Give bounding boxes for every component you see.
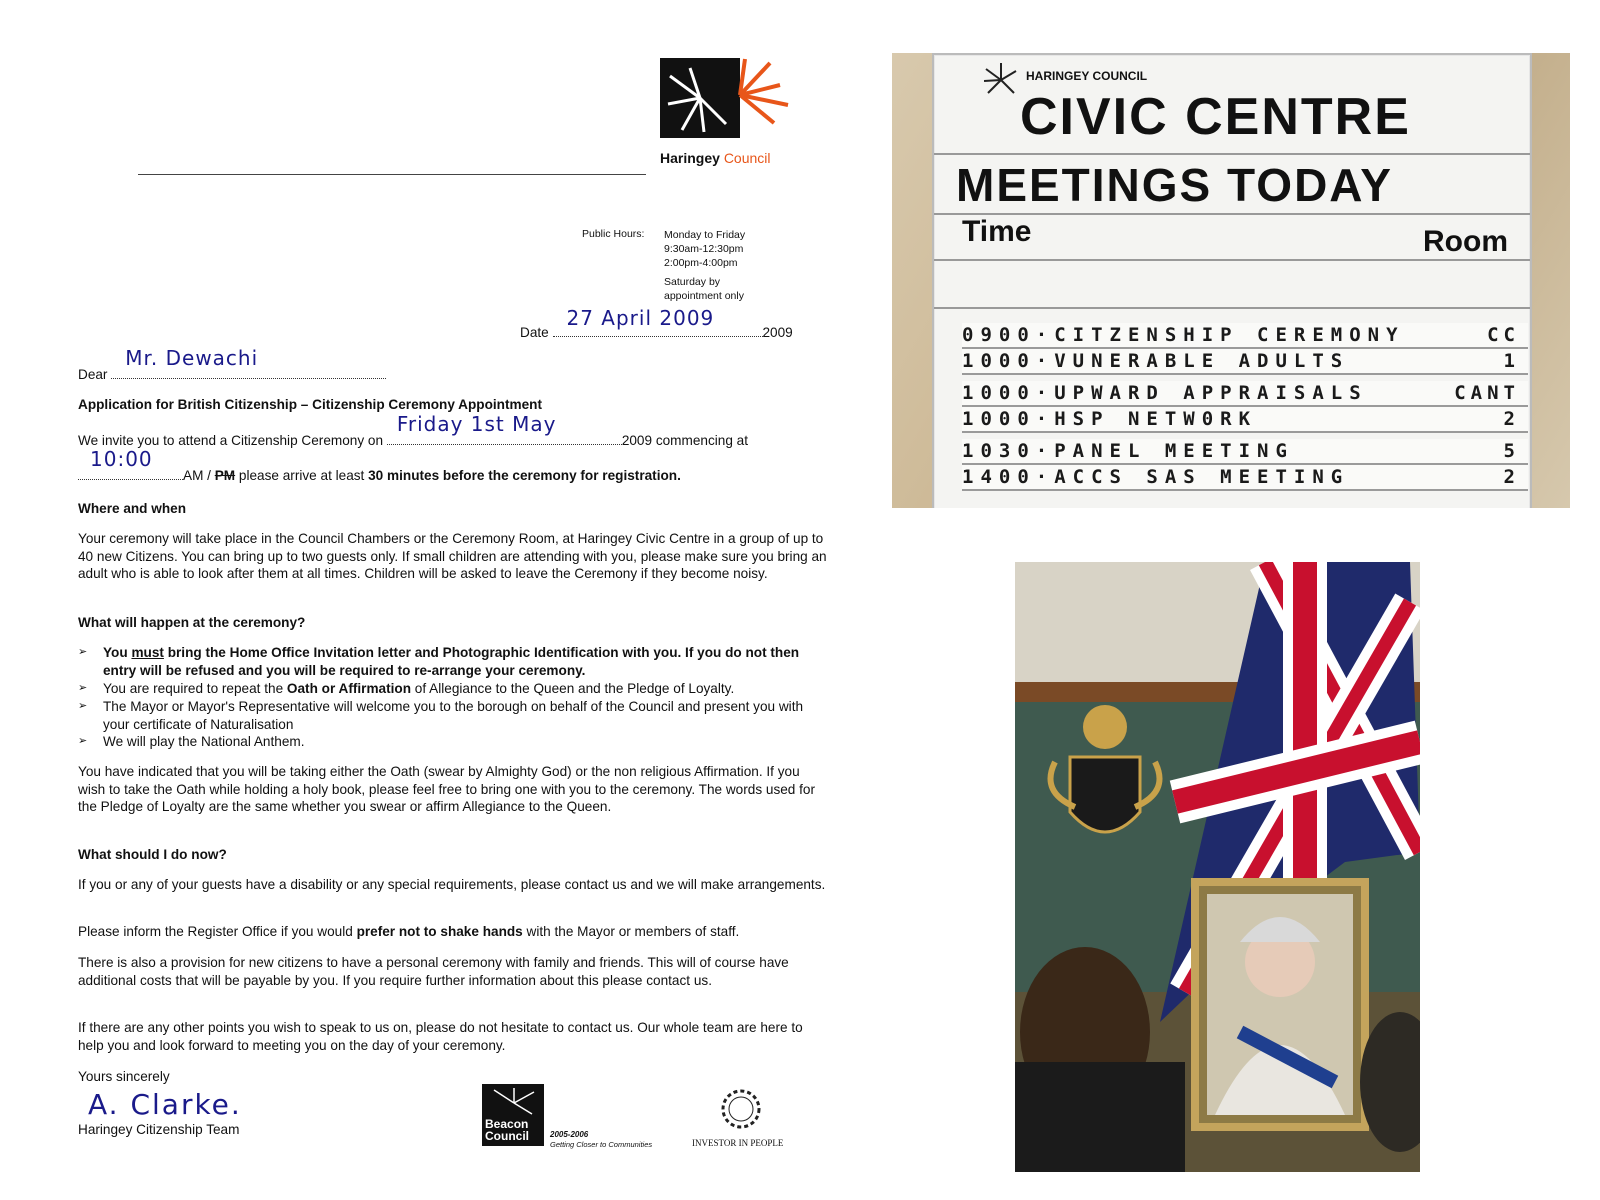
date-field [553, 306, 763, 337]
sign-council: HARINGEY COUNCIL [1026, 69, 1148, 83]
arrow-bullet-icon: ➢ [78, 646, 88, 658]
meeting-row [962, 323, 1528, 349]
time-line [78, 447, 681, 485]
meeting-text: 1000·VUNERABLE ADULTS [962, 350, 1350, 372]
closing: Yours sincerely [78, 1069, 170, 1084]
bullet2-bold: Oath or Affirmation [286, 681, 412, 696]
hours-line: 2:00pm-4:00pm [664, 257, 738, 269]
date-label: Date [520, 325, 549, 340]
meeting-row [962, 407, 1528, 433]
date-handwritten: 27 April 2009 [566, 306, 715, 330]
meeting-text: 1000·HSP NETW0RK [962, 408, 1258, 430]
arrow-bullet-icon: ➢ [78, 735, 88, 747]
bullet-text [103, 644, 828, 679]
beacon-council-logo [482, 1084, 544, 1146]
civic-centre-sign-photo [892, 53, 1570, 508]
meeting-row [962, 349, 1528, 375]
date-year: 2009 [762, 325, 793, 340]
oath-body: You have indicated that you will be taking either the Oath (swear by Almighty God) or the non religious Affirmation. If you wish to take the Oath while holding a holy book, please feel free to bring one with you to the ceremony. The words used for the Pledge of Loyalty are the same whether you swear or affirm Allegiance to the Queen. [78, 764, 816, 815]
ceremony-time-field [78, 447, 183, 480]
personal-ceremony-body: There is also a provision for new citizens to have a personal ceremony with family and friends. This will of course have additional costs that will be payable by you. If you require further information about this please contact us. [78, 955, 789, 988]
other-points-body: If there are any other points you wish to speak to us on, please do not hesitate to contact us. Our whole team are here to help you and look forward to meeting you on the day of your ceremony. [78, 1020, 803, 1053]
arrow-bullet-icon: ➢ [78, 700, 88, 712]
now-body: If you or any of your guests have a disability or any special requirements, please contact us and we will make arrangements. [78, 877, 826, 892]
logo-text-council: Council [723, 150, 771, 166]
sign-divider [934, 307, 1530, 309]
meeting-text: 1000·UPWARD APPRAISALS [962, 382, 1368, 404]
ceremony-room-photo [1015, 562, 1420, 1172]
header-divider [138, 174, 646, 175]
arrow-bullet-icon: ➢ [78, 682, 88, 694]
meeting-text: 0900·CITZENSHIP CEREMONY [962, 324, 1405, 346]
dear-label: Dear [78, 367, 108, 382]
bullet1-rest: bring the Home Office Invitation letter and Photographic Identification with you. If you do not then entry will be refused and you will be required to re-arrange your ceremony. [103, 645, 800, 678]
am-label: AM / [183, 468, 211, 483]
sign-title: CIVIC CENTRE [1020, 88, 1411, 146]
sign-divider [934, 153, 1530, 155]
room-column-label: Room [1423, 225, 1508, 258]
bullet-text: We will play the National Anthem. [103, 734, 305, 749]
bullet2-rest: of Allegiance to the Queen and the Pledge of Loyalty. [411, 681, 735, 696]
beacon-years: 2005-2006 [550, 1130, 589, 1139]
salutation [78, 346, 386, 384]
hours-line: Saturday by [664, 276, 721, 288]
investor-in-people: INVESTOR IN PEOPLE [692, 1138, 784, 1148]
where-body: Your ceremony will take place in the Council Chambers or the Ceremony Room, at Haringey Civic Centre in a group of up to 40 new Citizens. You can bring up to two guests only. If small children are attending with you, please make sure you bring an adult who is able to look after them at all times. Children will be asked to leave the Ceremony if they become noisy. [78, 531, 827, 582]
date-line [520, 306, 793, 342]
shake-bold: prefer not to shake hands [356, 924, 523, 939]
beacon-text [485, 1118, 529, 1142]
subject-heading: Application for British Citizenship – Citizenship Ceremony Appointment [78, 397, 542, 412]
bullet-text [103, 680, 828, 698]
bullet2-pre: You are required to repeat the [103, 681, 287, 696]
ceremony-time-handwritten: 10:00 [90, 447, 153, 471]
haringey-council-wordmark [660, 150, 771, 166]
meeting-text: 1400·ACCS SAS MEETING [962, 466, 1350, 488]
bullet1-pre: You [103, 645, 132, 660]
audience-body [1015, 1062, 1185, 1172]
meeting-room: CC [1487, 324, 1520, 346]
signoff: Haringey Citizenship Team [78, 1122, 240, 1137]
meeting-room: CANT [1454, 382, 1520, 404]
meetings-board [932, 53, 1532, 508]
council-star-icon [984, 63, 1018, 97]
beacon-line: Beacon [485, 1117, 529, 1131]
invite-prefix: We invite you to attend a Citizenship Ceremony on [78, 433, 384, 448]
arrive-bold: 30 minutes before the ceremony for registration. [368, 468, 681, 483]
meeting-room: 2 [1503, 408, 1520, 430]
meeting-room: 1 [1503, 350, 1520, 372]
hours-line: 9:30am-12:30pm [664, 243, 744, 255]
arrive-text: please arrive at least [238, 468, 365, 483]
where-heading: Where and when [78, 501, 187, 516]
name-handwritten: Mr. Dewachi [125, 346, 259, 370]
hours-line: Monday to Friday [664, 229, 746, 241]
bullet1-must: must [131, 645, 164, 660]
beacon-star-icon [492, 1088, 536, 1118]
bullet-text: The Mayor or Mayor's Representative will welcome you to the borough on behalf of the Council and present you with your certificate of Naturalisation [103, 699, 804, 732]
what-heading: What will happen at the ceremony? [78, 615, 306, 630]
signature: A. Clarke. [88, 1088, 242, 1121]
laurel-wreath-icon [718, 1086, 764, 1132]
hours-line: appointment only [664, 290, 744, 302]
shake-rest: with the Mayor or members of staff. [522, 924, 740, 939]
public-hours [664, 228, 745, 303]
public-hours-label: Public Hours: [582, 228, 645, 240]
sign-divider [934, 259, 1530, 261]
invite-line [78, 412, 749, 450]
queen-portrait-icon [1195, 882, 1365, 1127]
time-column-label: Time [962, 215, 1032, 248]
ceremony-scene-image [1015, 562, 1420, 1172]
logo-text-haringey: Haringey [660, 150, 720, 166]
name-field [111, 346, 386, 379]
meeting-text: 1030·PANEL MEETING [962, 440, 1294, 462]
meeting-room: 2 [1503, 466, 1520, 488]
now-heading: What should I do now? [78, 847, 227, 862]
beacon-tagline: Getting Closer to Communities [550, 1140, 653, 1149]
meeting-row [962, 381, 1528, 407]
meeting-room: 5 [1503, 440, 1520, 462]
ceremony-date-field [387, 412, 622, 445]
meeting-row [962, 465, 1528, 491]
ceremony-date-handwritten: Friday 1st May [396, 412, 557, 436]
shake-pre: Please inform the Register Office if you would [78, 924, 357, 939]
pm-crossed: PM [214, 468, 236, 483]
orange-burst-icon [700, 55, 790, 135]
invite-suffix: 2009 commencing at [621, 433, 749, 448]
shake-hands-body [78, 923, 828, 941]
meeting-row [962, 439, 1528, 465]
sign-subtitle: MEETINGS TODAY [956, 159, 1393, 211]
beacon-line: Council [485, 1129, 529, 1143]
